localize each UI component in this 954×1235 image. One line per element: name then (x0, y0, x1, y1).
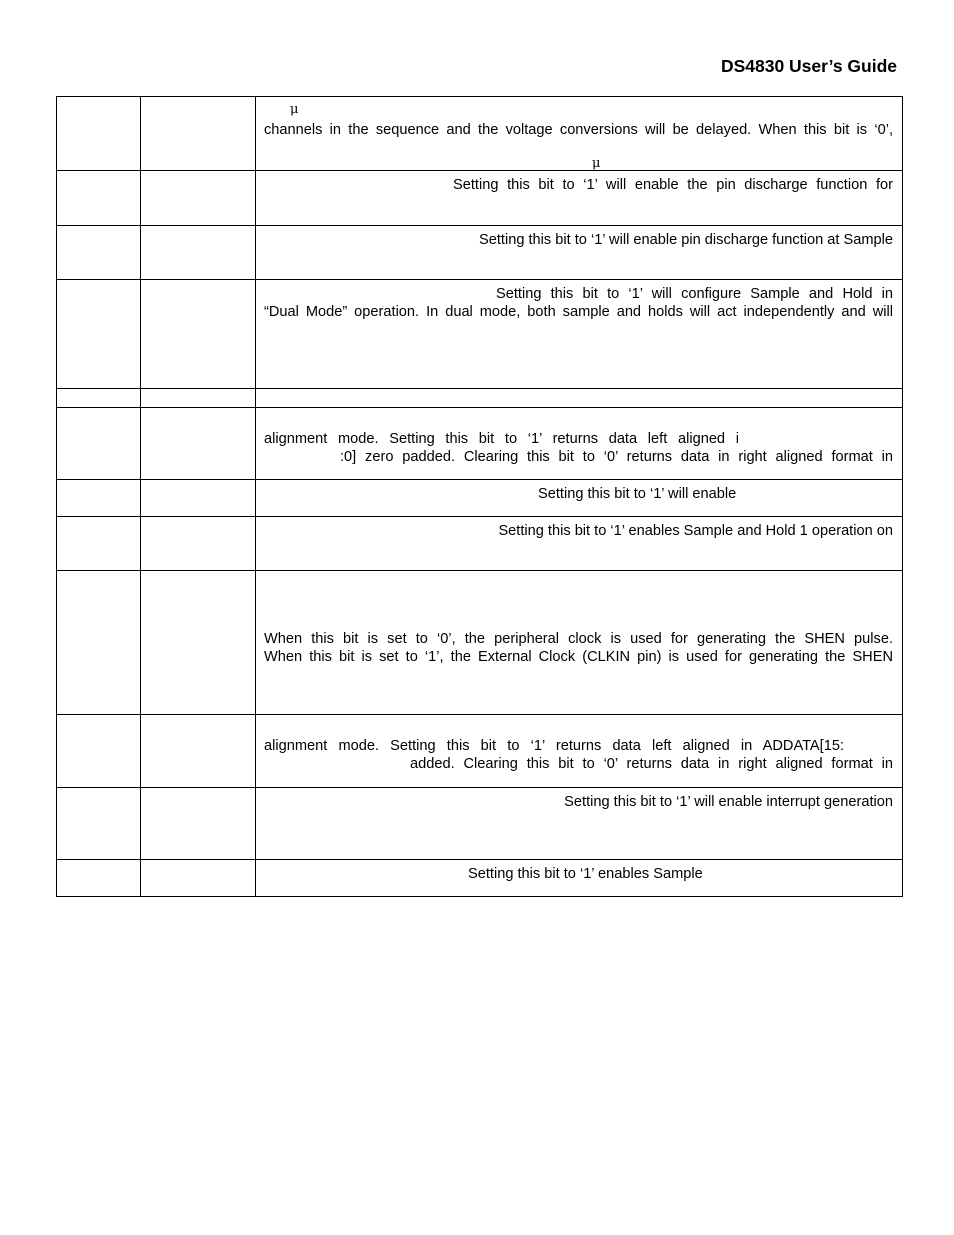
table-row (57, 571, 903, 715)
name-cell (141, 97, 256, 171)
bit-cell (57, 517, 141, 571)
bit-cell (57, 389, 141, 408)
table-row (57, 171, 903, 226)
description-cell (256, 280, 903, 389)
name-cell (141, 389, 256, 408)
description-line: added. Clearing this bit to ‘0’ returns data in right aligned format in (410, 756, 893, 772)
description-cell (256, 408, 903, 480)
table-row (57, 788, 903, 860)
mu-symbol: μ (592, 156, 601, 171)
table-row (57, 389, 903, 408)
description-cell (256, 171, 903, 226)
description-line: Setting this bit to ‘1’ will enable pin discharge function at Sample (479, 232, 893, 248)
bit-cell (57, 408, 141, 480)
name-cell (141, 517, 256, 571)
name-cell (141, 280, 256, 389)
description-line: Setting this bit to ‘1’ will configure Sample and Hold in (496, 286, 893, 302)
description-cell (256, 97, 903, 171)
description-line: When this bit is set to ‘0’, the peripheral clock is used for generating the SHEN pulse. (264, 631, 893, 647)
register-bit-table (56, 96, 903, 897)
description-line: channels in the sequence and the voltage conversions will be delayed. When this bit is ‘0’, (264, 122, 893, 138)
bit-cell (57, 788, 141, 860)
bit-cell (57, 171, 141, 226)
table-row (57, 517, 903, 571)
name-cell (141, 715, 256, 788)
bit-cell (57, 480, 141, 517)
description-cell (256, 480, 903, 517)
description-line: :0] zero padded. Clearing this bit to ‘0’ returns data in right aligned format in (340, 449, 893, 465)
table-row (57, 97, 903, 171)
description-line: Setting this bit to ‘1’ enables Sample and Hold 1 operation on (498, 523, 893, 539)
name-cell (141, 788, 256, 860)
table-row (57, 715, 903, 788)
table-row (57, 480, 903, 517)
table-row (57, 408, 903, 480)
description-cell (256, 571, 903, 715)
name-cell (141, 226, 256, 280)
name-cell (141, 480, 256, 517)
bit-cell (57, 715, 141, 788)
description-cell (256, 788, 903, 860)
table-row (57, 226, 903, 280)
mu-symbol: μ (290, 102, 299, 117)
description-cell (256, 389, 903, 408)
description-line: Setting this bit to ‘1’ will enable the pin discharge function for (453, 177, 893, 193)
page-header-title: DS4830 User’s Guide (720, 56, 897, 76)
bit-cell (57, 571, 141, 715)
description-line: When this bit is set to ‘1’, the External Clock (CLKIN pin) is used for generating the SHEN (264, 649, 893, 665)
table-row (57, 860, 903, 897)
description-cell (256, 860, 903, 897)
bit-cell (57, 97, 141, 171)
bit-cell (57, 280, 141, 389)
description-line: alignment mode. Setting this bit to ‘1’ returns data left aligned i (264, 431, 739, 447)
table-row (57, 280, 903, 389)
description-cell (256, 715, 903, 788)
description-cell (256, 226, 903, 280)
bit-cell (57, 226, 141, 280)
description-line: “Dual Mode” operation. In dual mode, both sample and holds will act independently and will (264, 304, 893, 320)
name-cell (141, 408, 256, 480)
name-cell (141, 860, 256, 897)
name-cell (141, 571, 256, 715)
description-line: Setting this bit to ‘1’ will enable (538, 486, 737, 502)
name-cell (141, 171, 256, 226)
description-cell (256, 517, 903, 571)
description-line: alignment mode. Setting this bit to ‘1’ returns data left aligned in ADDATA[15: (264, 738, 844, 754)
description-line: Setting this bit to ‘1’ enables Sample (468, 866, 703, 882)
bit-cell (57, 860, 141, 897)
description-line: Setting this bit to ‘1’ will enable interrupt generation (564, 794, 893, 810)
